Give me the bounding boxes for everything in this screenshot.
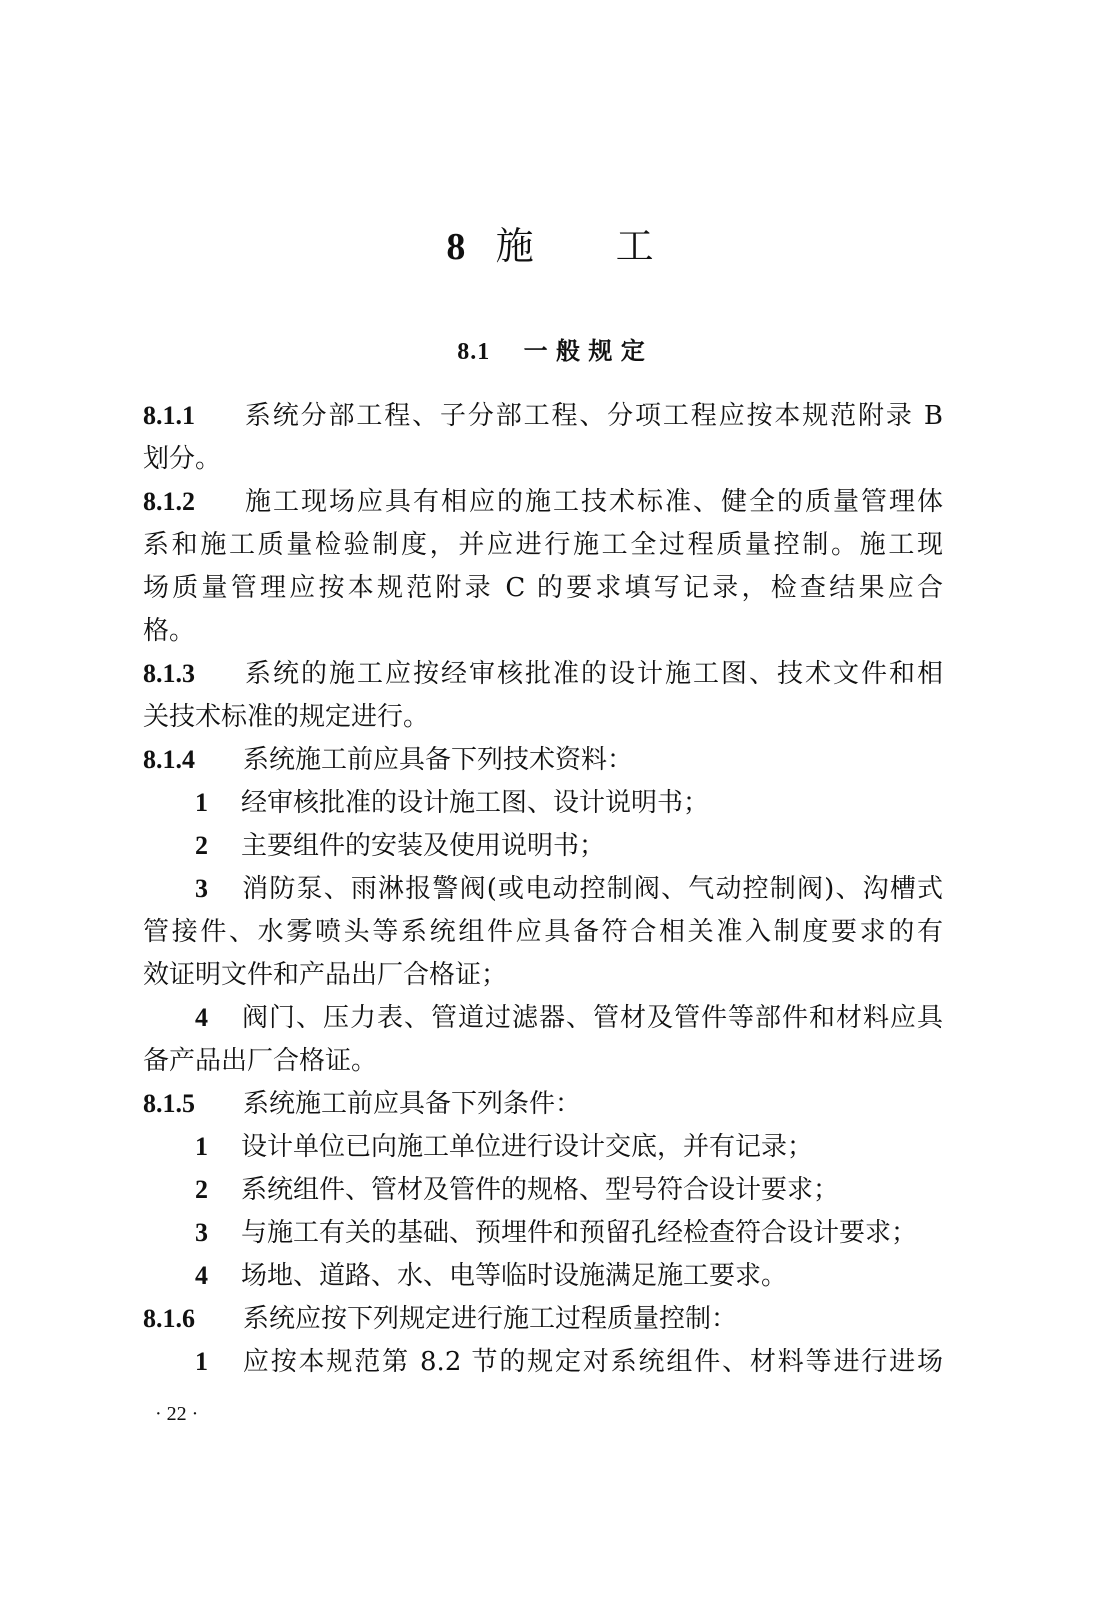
item-number: 2 [195,1175,208,1204]
line-text: 施工现场应具有相应的施工技术标准、健全的质量管理体 [243,487,943,517]
line-text: 系统应按下列规定进行施工过程质量控制： [243,1304,738,1334]
line-text: 应按本规范第 8.2 节的规定对系统组件、材料等进行进场 [241,1347,943,1377]
item-line [143,1172,943,1208]
clause-number: 8.1.3 [143,659,195,688]
clause-number: 8.1.5 [143,1089,195,1118]
text-line [143,1043,943,1079]
item-number: 1 [195,788,208,817]
text-line [143,699,943,735]
item-number: 1 [195,1132,208,1161]
item-number: 3 [195,874,208,903]
text-line [143,613,943,649]
section-name: 一 般 规 定 [523,337,645,365]
item-number: 3 [195,1218,208,1247]
item-line [143,785,943,821]
line-text: 系统组件、管材及管件的规格、型号符合设计要求； [241,1175,840,1205]
clause-line [143,1086,943,1122]
text-line [143,527,943,563]
line-text: 场地、道路、水、电等临时设施满足施工要求。 [241,1261,788,1291]
line-text: 阀门、压力表、管道过滤器、管材及管件等部件和材料应具 [241,1003,943,1033]
line-text: 关技术标准的规定进行。 [143,702,430,732]
line-text: 系和施工质量检验制度，并应进行施工全过程质量控制。施工现 [143,530,943,560]
line-text: 系统的施工应按经审核批准的设计施工图、技术文件和相 [243,659,943,689]
text-line [143,441,943,477]
line-text: 设计单位已向施工单位进行设计交底，并有记录； [241,1132,814,1162]
clause-line [143,742,943,778]
clause-line [143,1301,943,1337]
item-line [143,828,943,864]
text-line [143,914,943,950]
item-number: 4 [195,1261,208,1290]
item-line [143,1215,943,1251]
section-number: 8.1 [457,339,491,365]
item-number: 2 [195,831,208,860]
line-text: 备产品出厂合格证。 [143,1046,378,1076]
clause-number: 8.1.6 [143,1304,195,1333]
line-text: 格。 [143,616,196,646]
clause-line [143,484,943,520]
line-text: 经审核批准的设计施工图、设计说明书； [241,788,710,818]
chapter-title [0,222,1102,271]
line-text: 场质量管理应按本规范附录 C 的要求填写记录，检查结果应合 [143,573,943,603]
line-text: 消防泵、雨淋报警阀(或电动控制阀、气动控制阀)、沟槽式 [241,874,943,904]
clause-number: 8.1.2 [143,487,195,516]
text-line [143,570,943,606]
clause-line [143,656,943,692]
line-text: 系统分部工程、子分部工程、分项工程应按本规范附录 B [243,401,943,431]
line-text: 效证明文件和产品出厂合格证； [143,960,508,990]
item-line [143,1258,943,1294]
item-number: 1 [195,1347,208,1376]
item-line [143,1000,943,1036]
item-line [143,871,943,907]
line-text: 系统施工前应具备下列条件： [243,1089,582,1119]
line-text: 与施工有关的基础、预埋件和预留孔经检查符合设计要求； [241,1218,918,1248]
chapter-name: 施 工 [495,224,656,268]
item-line [143,1344,943,1380]
line-text: 主要组件的安装及使用说明书； [241,831,606,861]
clause-number: 8.1.4 [143,745,195,774]
line-text: 管接件、水雾喷头等系统组件应具备符合相关准入制度要求的有 [143,917,943,947]
section-title [0,333,1102,370]
chapter-number: 8 [446,226,468,268]
page-number: · 22 · [155,1403,199,1425]
text-line [143,957,943,993]
item-line [143,1129,943,1165]
line-text: 系统施工前应具备下列技术资料： [243,745,634,775]
line-text: 划分。 [143,444,222,474]
clause-line [143,398,943,434]
item-number: 4 [195,1003,208,1032]
clause-number: 8.1.1 [143,401,195,430]
